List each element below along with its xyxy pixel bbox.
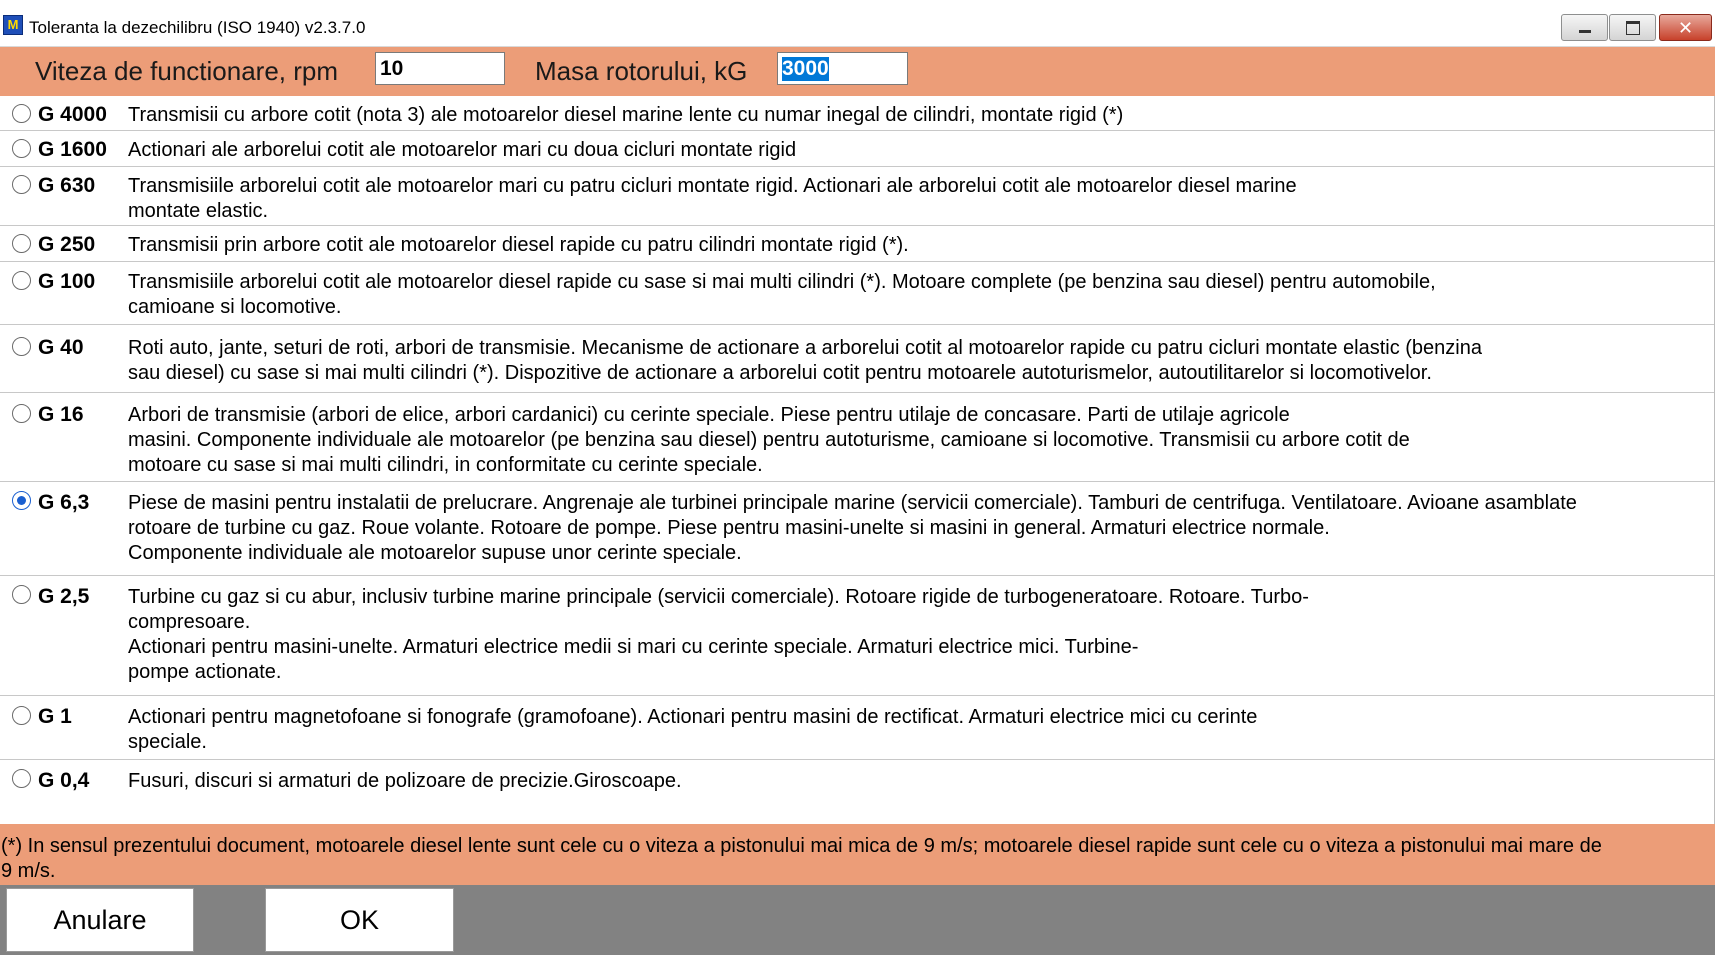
grade-label: G 4000 [38,103,107,126]
grade-list [0,96,1715,824]
grade-row[interactable] [0,325,1714,393]
grade-row[interactable] [0,393,1714,482]
mass-input[interactable] [777,52,908,85]
grade-radio[interactable] [12,271,31,290]
grade-row[interactable] [0,696,1714,760]
speed-label: Viteza de functionare, rpm [35,56,339,86]
grade-row[interactable] [0,96,1714,131]
cancel-button[interactable]: Anulare [6,888,194,952]
button-bar [0,885,1715,955]
maximize-button[interactable] [1609,14,1656,41]
grade-label: G 6,3 [38,491,90,514]
mass-label: Masa rotorului, kG [535,56,748,86]
ok-button[interactable]: OK [265,888,454,952]
grade-radio[interactable] [12,175,31,194]
grade-description: Fusuri, discuri si armaturi de polizoare de precizie.Giroscoape. [128,770,682,792]
grade-description: Arbori de transmisie (arbori de elice, arbori cardanici) cu cerinte speciale. Piese pentru utilaje de concasare. Parti de utilaje agricole masini. Componente individuale ale motoarelor (pe benzina sau diesel) pentru autoturisme, camioane si locomotive. Transmisii cu arbore cotit de motoare cu sase si mai multi cilindri, in conformitate cu cerinte speciale. [128,404,1410,476]
grade-radio[interactable] [12,337,31,356]
grade-radio[interactable] [12,585,31,604]
grade-label: G 630 [38,174,96,197]
grade-radio-selected[interactable] [12,491,31,510]
grade-row[interactable] [0,167,1714,226]
grade-radio[interactable] [12,404,31,423]
grade-label: G 100 [38,270,96,293]
close-button[interactable] [1659,14,1712,41]
grade-description: Actionari ale arborelui cotit ale motoarelor mari cu doua cicluri montate rigid [128,139,797,161]
app-logo-icon: M [3,15,23,35]
grade-description: Piese de masini pentru instalatii de prelucrare. Angrenaje ale turbinei principale marine (servicii comerciale). Tamburi de centrifuga. Ventilatoare. Avioane asamblate rotoare de turbine cu gaz. Roue volante. Rotoare de pompe. Piese pentru masini-unelte si masini in general. Armaturi electrice normale. Componente individuale ale motoarelor supuse unor cerinte speciale. [128,492,1577,564]
grade-description: Transmisii prin arbore cotit ale motoarelor diesel rapide cu patru cilindri montate rigid (*). [128,234,909,256]
grade-description: Turbine cu gaz si cu abur, inclusiv turbine marine principale (servicii comerciale). Rotoare rigide de turbogeneratoare. Rotoare. Turbo- compresoare. Actionari pentru masini-unelte. Armaturi electrice medii si mari cu cerinte speciale. Armaturi electrice mici. Turbine- pompe actionate. [128,586,1309,683]
grade-row[interactable] [0,131,1714,167]
grade-radio[interactable] [12,234,31,253]
grade-radio[interactable] [12,706,31,725]
footnote [0,824,1715,885]
grade-radio[interactable] [12,769,31,788]
grade-row[interactable] [0,760,1714,824]
footnote-text: (*) In sensul prezentului document, motoarele diesel lente sunt cele cu o viteza a pistonului mai mica de 9 m/s; motoarele diesel rapide sunt cele cu o viteza a pistonului mai mare de 9 m/s. [1,835,1602,882]
grade-description: Transmisiile arborelui cotit ale motoarelor mari cu patru cicluri montate rigid. Actionari ale arborelui cotit ale motoarelor diesel marine montate elastic. [128,175,1297,222]
grade-label: G 40 [38,336,84,359]
grade-label: G 1600 [38,138,107,161]
grade-row[interactable] [0,576,1714,696]
grade-label: G 2,5 [38,585,90,608]
grade-label: G 16 [38,403,84,426]
grade-description: Transmisii cu arbore cotit (nota 3) ale motoarelor diesel marine lente cu numar inegal de cilindri, montate rigid (*) [128,104,1124,126]
speed-input[interactable] [375,52,505,85]
grade-radio[interactable] [12,139,31,158]
minimize-button[interactable] [1561,14,1608,41]
grade-row[interactable] [0,262,1714,325]
parameters-bar [0,47,1715,96]
grade-label: G 1 [38,705,72,728]
close-icon: ✕ [1677,18,1694,38]
grade-description: Transmisiile arborelui cotit ale motoarelor diesel rapide cu sase si mai multi cilindri (*). Motoare complete (pe benzina sau diesel) pentru automobile, camioane si locomotive. [128,271,1436,318]
grade-row[interactable] [0,482,1714,576]
grade-label: G 250 [38,233,96,256]
grade-description: Actionari pentru magnetofoane si fonografe (gramofoane). Actionari pentru masini de rectificat. Armaturi electrice mici cu cerinte speciale. [128,706,1258,753]
grade-description: Roti auto, jante, seturi de roti, arbori de transmisie. Mecanisme de actionare a arborelui cotit al motoarelor rapide cu patru cicluri montate elastic (benzina sau diesel) cu sase si mai multi cilindri (*). Dispozitive de actionare a arborelui cotit pentru motoarele autoturismelor, autoutilitarelor si locomotivelor. [128,337,1482,384]
title-bar [0,0,1715,47]
grade-radio[interactable] [12,104,31,123]
grade-row[interactable] [0,226,1714,262]
window-title: Toleranta la dezechilibru (ISO 1940) v2.3.7.0 [29,18,366,37]
grade-label: G 0,4 [38,769,90,792]
